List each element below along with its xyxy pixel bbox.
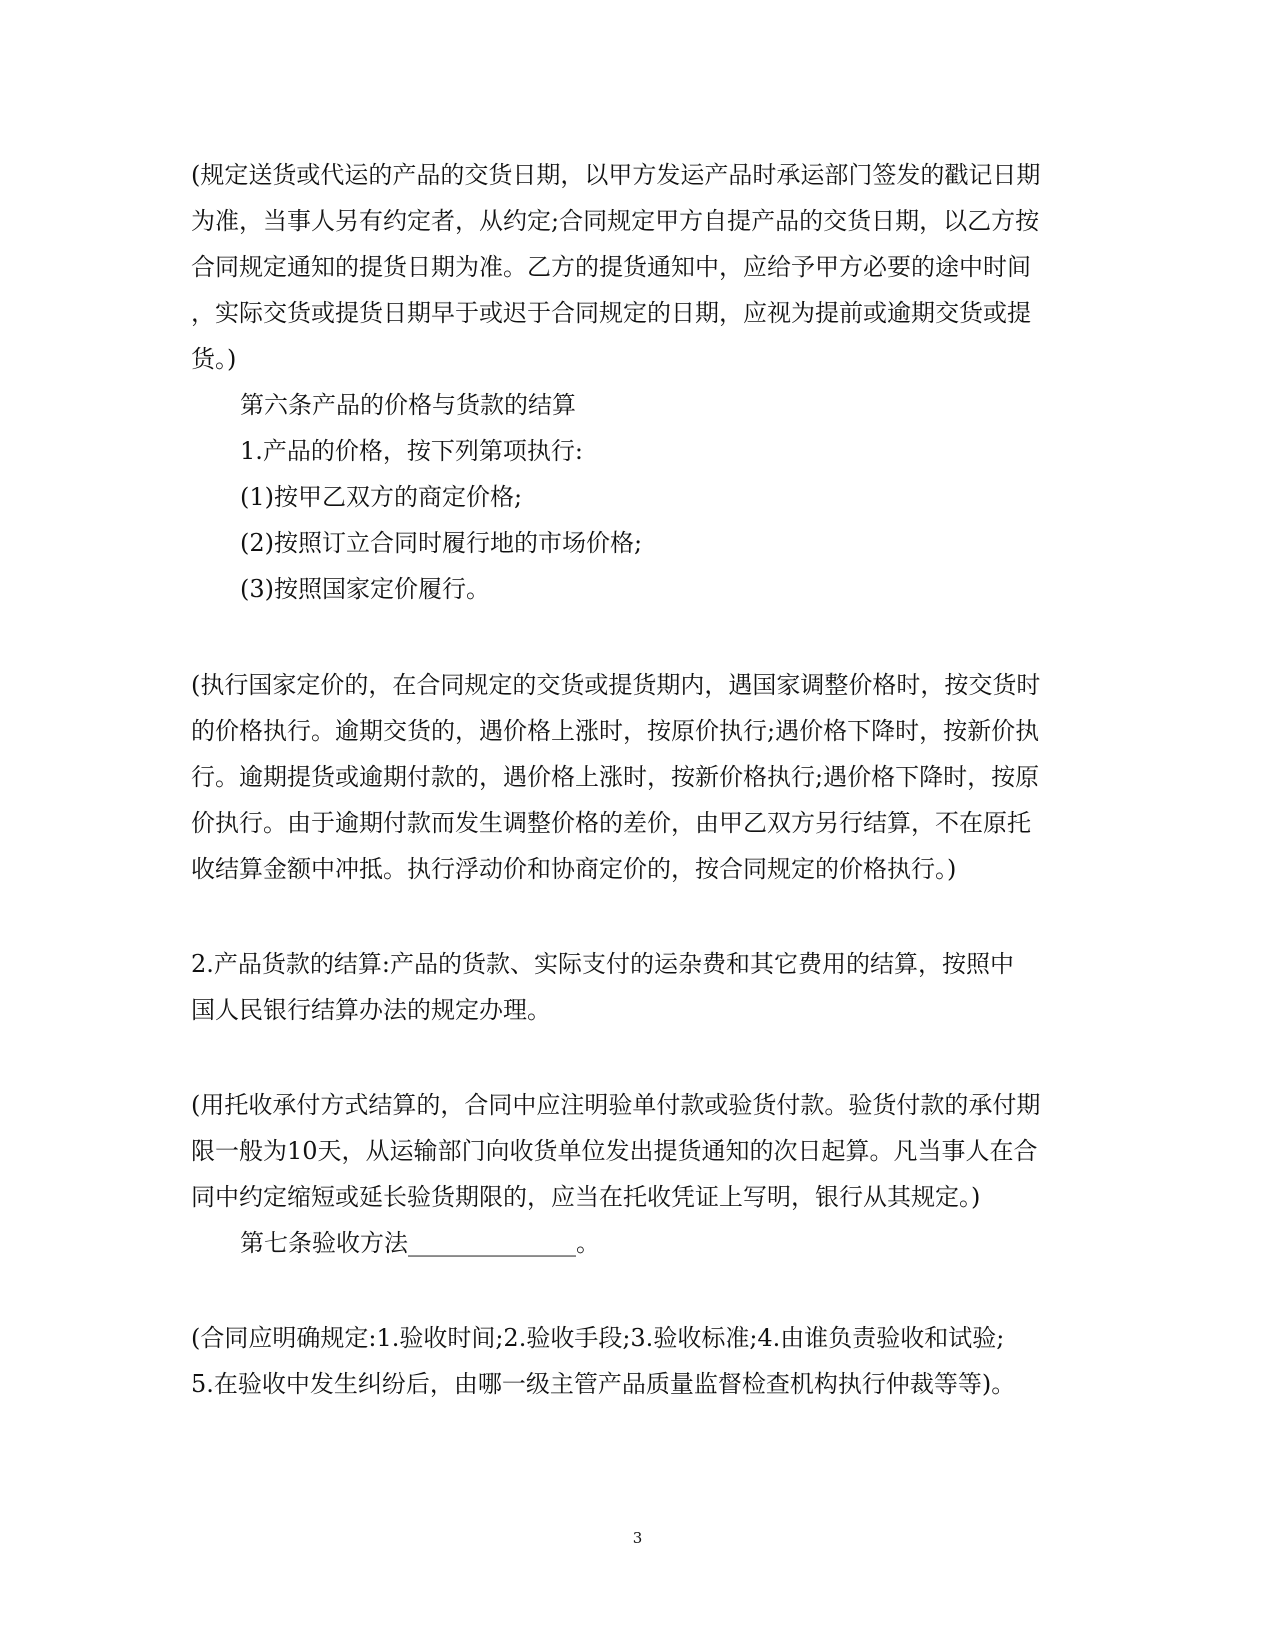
delivery-note-line-3: 合同规定通知的提货日期为准。乙方的提货通知中，应给予甲方必要的途中时间 — [191, 253, 1031, 281]
price-option-3: (3)按照国家定价履行。 — [240, 575, 490, 603]
payment-note-line-3: 同中约定缩短或延长验货期限的，应当在托收凭证上写明，银行从其规定。) — [191, 1183, 981, 1211]
settlement-line-1: 2.产品货款的结算:产品的货款、实际支付的运杂费和其它费用的结算，按照中 — [191, 950, 1014, 978]
settlement-line-2: 国人民银行结算办法的规定办理。 — [191, 996, 551, 1024]
inspection-note-line-2: 5.在验收中发生纠纷后，由哪一级主管产品质量监督检查机构执行仲裁等等)。 — [191, 1370, 1016, 1398]
payment-note-line-2: 限一般为10天，从运输部门向收货单位发出提货通知的次日起算。凡当事人在合 — [191, 1137, 1038, 1165]
price-note-line-4: 价执行。由于逾期付款而发生调整价格的差价，由甲乙双方另行结算，不在原托 — [191, 809, 1031, 837]
delivery-note-line-5: 货。) — [191, 345, 237, 373]
article-6-title: 第六条产品的价格与货款的结算 — [240, 391, 576, 419]
price-option-2: (2)按照订立合同时履行地的市场价格; — [240, 529, 643, 557]
price-note-line-1: (执行国家定价的，在合同规定的交货或提货期内，遇国家调整价格时，按交货时 — [191, 671, 1041, 699]
inspection-note-line-1: (合同应明确规定:1.验收时间;2.验收手段;3.验收标准;4.由谁负责验收和试验; — [191, 1324, 1005, 1352]
delivery-note-line-2: 为准，当事人另有约定者，从约定;合同规定甲方自提产品的交货日期，以乙方按 — [191, 207, 1040, 235]
article-6-item-1: 1.产品的价格，按下列第项执行: — [240, 437, 583, 465]
delivery-note-line-4: ，实际交货或提货日期早于或迟于合同规定的日期，应视为提前或逾期交货或提 — [191, 299, 1031, 327]
price-option-1: (1)按甲乙双方的商定价格; — [240, 483, 523, 511]
payment-note-line-1: (用托收承付方式结算的，合同中应注明验单付款或验货付款。验货付款的承付期 — [191, 1091, 1041, 1119]
page-number: 3 — [632, 1529, 643, 1547]
price-note-line-3: 行。逾期提货或逾期付款的，遇价格上涨时，按新价格执行;遇价格下降时，按原 — [191, 763, 1040, 791]
price-note-line-5: 收结算金额中冲抵。执行浮动价和协商定价的，按合同规定的价格执行。) — [191, 855, 957, 883]
article-7-title: 第七条验收方法______________。 — [240, 1229, 600, 1257]
price-note-line-2: 的价格执行。逾期交货的，遇价格上涨时，按原价执行;遇价格下降时，按新价执 — [191, 717, 1040, 745]
delivery-note-line-1: (规定送货或代运的产品的交货日期，以甲方发运产品时承运部门签发的戳记日期 — [191, 161, 1041, 189]
